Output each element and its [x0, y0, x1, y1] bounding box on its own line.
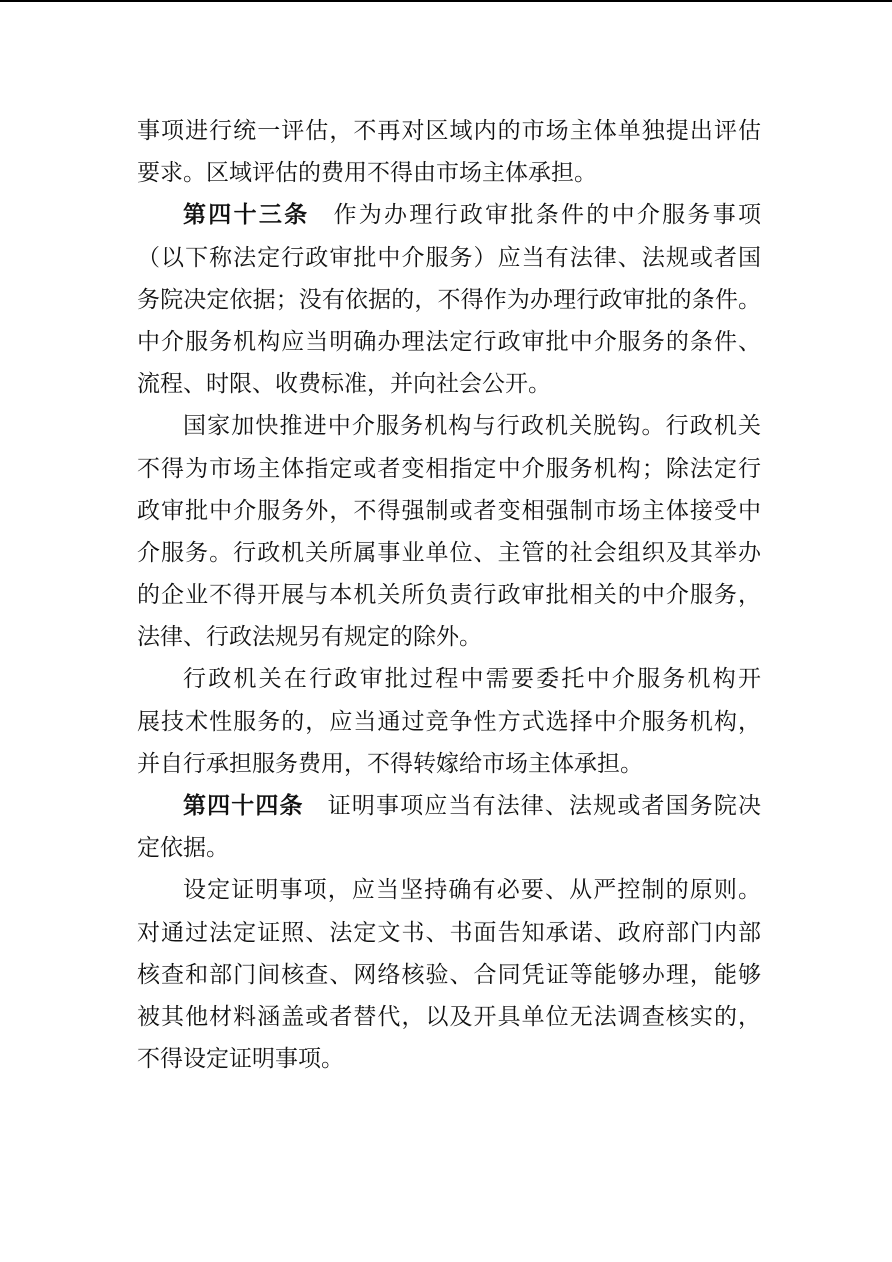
- paragraph-technical-services: [137, 658, 761, 785]
- text-line: 流程、时限、收费标准，并向社会公开。: [137, 371, 551, 398]
- paragraph-article-43: [137, 194, 761, 405]
- article-number: 第四十四条: [183, 793, 304, 819]
- text-line: 展技术性服务的，应当通过竞争性方式选择中介服务机构，: [137, 708, 761, 735]
- text-line: 定依据。: [137, 835, 229, 862]
- text-line-first: [137, 785, 761, 827]
- text-line: 政审批中介服务外，不得强制或者变相强制市场主体接受中: [137, 497, 761, 524]
- text-line: 的企业不得开展与本机关所负责行政审批相关的中介服务，: [137, 582, 761, 609]
- text-line-content: 证明事项应当有法律、法规或者国务院决: [327, 793, 762, 819]
- text-line: 被其他材料涵盖或者替代，以及开具单位无法调查核实的，: [137, 1003, 761, 1030]
- text-line: 并自行承担服务费用，不得转嫁给市场主体承担。: [137, 750, 643, 777]
- text-line-first: 国家加快推进中介服务机构与行政机关脱钩。行政机关: [183, 413, 761, 440]
- document-body: [137, 110, 761, 1080]
- text-line-first: 设定证明事项，应当坚持确有必要、从严控制的原则。: [183, 877, 761, 904]
- article-number: 第四十三条: [183, 202, 310, 229]
- text-line: 不得设定证明事项。: [137, 1046, 344, 1073]
- text-line: 对通过法定证照、法定文书、书面告知承诺、政府部门内部: [137, 919, 761, 946]
- text-line: 要求。区域评估的费用不得由市场主体承担。: [137, 160, 597, 187]
- text-line-content: 作为办理行政审批条件的中介服务事项: [333, 202, 762, 229]
- paragraph-intermediary-decoupling: [137, 405, 761, 658]
- text-line-first: 行政机关在行政审批过程中需要委托中介服务机构开: [183, 666, 761, 693]
- text-line: 中介服务机构应当明确办理法定行政审批中介服务的条件、: [137, 328, 761, 355]
- paragraph-continuation: [137, 110, 761, 194]
- text-line: 不得为市场主体指定或者变相指定中介服务机构；除法定行: [137, 455, 761, 482]
- text-line-first: [137, 194, 761, 236]
- text-line: （以下称法定行政审批中介服务）应当有法律、法规或者国: [137, 244, 761, 271]
- text-line: 法律、行政法规另有规定的除外。: [137, 624, 482, 651]
- text-line: 介服务。行政机关所属事业单位、主管的社会组织及其举办: [137, 539, 761, 566]
- text-line: 事项进行统一评估，不再对区域内的市场主体单独提出评估: [137, 118, 761, 144]
- text-line: 务院决定依据；没有依据的，不得作为办理行政审批的条件。: [137, 286, 761, 313]
- text-line: 核查和部门间核查、网络核验、合同凭证等能够办理，能够: [137, 961, 761, 988]
- paragraph-certification-matters: [137, 869, 761, 1080]
- page-top-border: [0, 0, 892, 2]
- paragraph-article-44: [137, 785, 761, 869]
